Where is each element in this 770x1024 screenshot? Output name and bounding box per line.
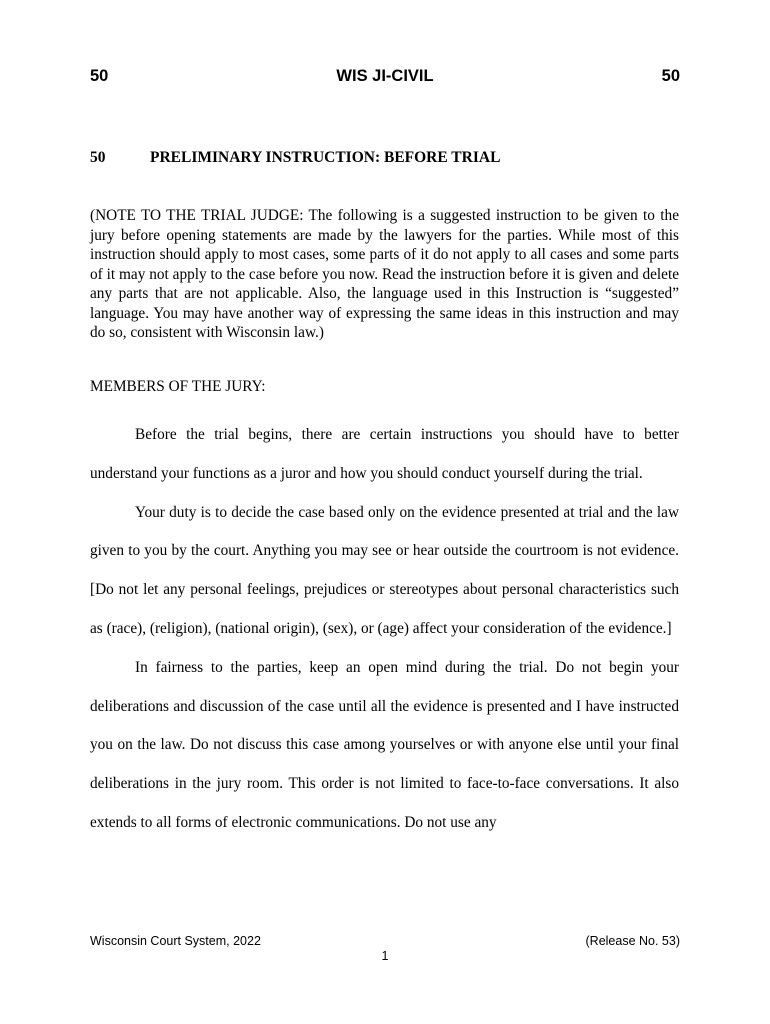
salutation: MEMBERS OF THE JURY: (90, 378, 266, 395)
paragraph-duty: Your duty is to decide the case based only on the evidence presented at trial and the law given to you by the court. Anything you may see or hear outside the courtroom is not evidence. [Do not let any personal feelings, prejudices or stereotypes about personal characteristics such as (race), (religion), (national origin), (sex), or (age) affect your consideration of the evidence.] (90, 503, 679, 637)
paragraph-fairness: In fairness to the parties, keep an open mind during the trial. Do not begin your deliberations and discussion of the case until all the evidence is presented and I have instructed you on the law. Do not discuss this case among yourselves or with anyone else until your final deliberations in the jury room. This order is not limited to face-to-face conversations. It also extends to all forms of electronic communications. Do not use any (90, 658, 679, 831)
section-number: 50 (90, 149, 106, 166)
section-heading (90, 149, 500, 167)
header-title: WIS JI-CIVIL (336, 67, 434, 85)
footer-publisher: Wisconsin Court System, 2022 (90, 934, 261, 948)
section-title: PRELIMINARY INSTRUCTION: BEFORE TRIAL (150, 149, 501, 166)
running-header (90, 67, 680, 89)
instruction-body (90, 416, 679, 843)
page-number: 1 (381, 949, 389, 963)
header-section-number-left: 50 (90, 67, 109, 85)
note-to-trial-judge: (NOTE TO THE TRIAL JUDGE: The following is a suggested instruction to be given to the jury before opening statements are made by the lawyers for the parties. While most of this instruction should apply to most cases, some parts of it do not apply to all cases and some parts of it may not apply to the case before you now. Read the instruction before it is given and delete any parts that are not applicable. Also, the language used in this Instruction is “suggested” language. You may have another way of expressing the same ideas in this instruction and may do so, consistent with Wisconsin law.) (90, 207, 679, 341)
header-section-number-right: 50 (661, 67, 680, 85)
paragraph-before-trial: Before the trial begins, there are certain instructions you should have to better understand your functions as a juror and how you should conduct yourself during the trial. (90, 426, 679, 482)
footer-release: (Release No. 53) (585, 934, 680, 948)
